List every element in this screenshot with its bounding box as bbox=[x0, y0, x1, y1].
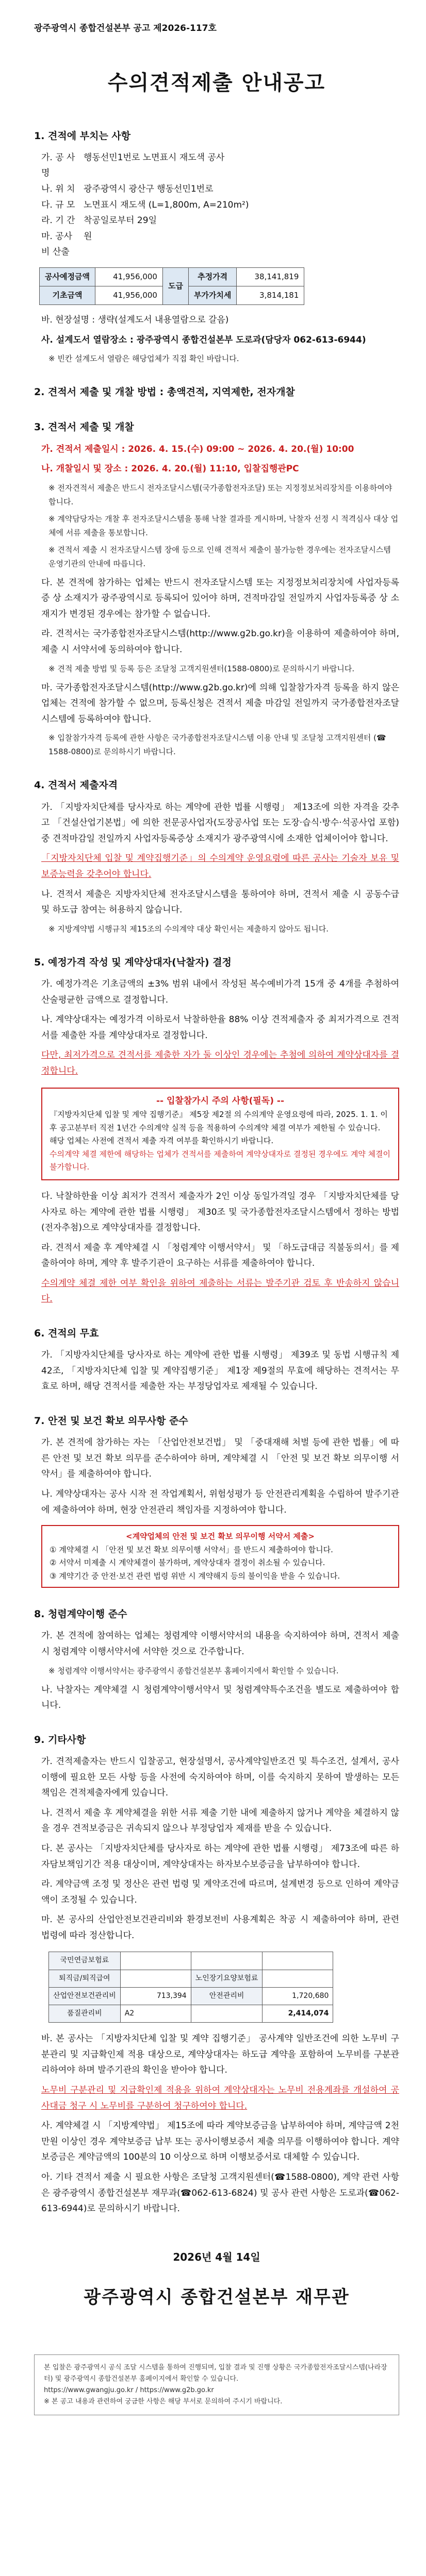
paragraph: 나. 낙찰자는 계약체결 시 청렴계약이행서약서 및 청렴계약특수조건을 별도로 제출하여야 합니다. bbox=[41, 1684, 399, 1711]
amount-value: 41,956,000 bbox=[95, 286, 162, 304]
paragraph: 마. 본 공사의 산업안전보건관리비와 환경보전비 사용계획은 착공 시 제출하여야 하며, 관련 법령에 따라 정산합니다. bbox=[41, 1914, 399, 1941]
caution-title: -- 입찰참가시 주의 사항(필독) -- bbox=[156, 1095, 285, 1106]
paragraph: 가. 「지방자치단체를 당사자로 하는 계약에 관한 법률 시행령」 제13조에 의한 자격을 갖추고 「건설산업기본법」에 의한 전문공사업자(도장공사업 또는 도장·습식·방수·석공사업 포함) 중 견적마감일 전일까지 사업자등록증상 소재지가 광주광역시에 소재한 업체이어야 합니다. bbox=[41, 802, 399, 844]
note: ※ 견적 제출 방법 및 등록 등은 조달청 고객지원센터(1588-0800)로 문의하시기 바랍니다. bbox=[48, 664, 355, 673]
cost-cell: 품질관리비 bbox=[49, 2005, 121, 2023]
paragraph: 가. 견적제출자는 반드시 입찰공고, 현장설명서, 공사계약일반조건 및 특수조건, 설계서, 공사 이행에 필요한 모든 사항 등을 사전에 숙지하여야 하며, 이를 숙지하지 못하여 발생하는 모든 책임은 견적제출자에게 있습니다. bbox=[41, 1756, 399, 1799]
info-row bbox=[41, 150, 399, 181]
section-8-heading: 8. 청렴계약이행 준수 bbox=[34, 1608, 127, 1620]
note: ※ 지방계약법 시행규칙 제15조의 수의계약 대상 확인서는 제출하지 않아도 됩니다. bbox=[48, 924, 329, 934]
caution-line: 수의계약 체결 제한에 해당하는 업체가 견적서를 제출하여 계약상대자로 결정된 경우에도 계약 체결이 불가합니다. bbox=[50, 1149, 391, 1172]
paragraph: 가. 본 견적에 참여하는 업체는 청렴계약 이행서약서의 내용을 숙지하여야 하며, 견적서 제출 시 청렴계약 이행서약서에 서약한 것으로 간주합니다. bbox=[41, 1631, 399, 1657]
section-5-heading: 5. 예정가격 작성 및 계약상대자(낙찰자) 결정 bbox=[34, 956, 232, 968]
safety-box-line: ③ 계약기간 중 안전·보건 관련 법령 위반 시 계약해지 등의 불이익을 받을 수 있습니다. bbox=[50, 1571, 340, 1581]
note: ※ 빈칸 설계도서 열람은 해당업체가 직접 확인 바랍니다. bbox=[48, 354, 239, 364]
amount-value: 41,956,000 bbox=[95, 267, 162, 286]
section-1-heading: 1. 견적에 부치는 사항 bbox=[34, 130, 131, 142]
red-paragraph: 수의계약 체결 제한 여부 확인을 위하여 제출하는 서류는 발주기관 검토 후 반송하지 않습니다. bbox=[41, 1278, 399, 1304]
paragraph: 나. 계약상대자는 예정가격 이하로서 낙찰하한율 88% 이상 견적제출자 중 최저가격으로 견적서를 제출한 자를 계약상대자로 결정합니다. bbox=[41, 1014, 399, 1041]
info-row bbox=[41, 181, 399, 197]
paragraph: 사. 계약체결 시 「지방계약법」 제15조에 따라 계약보증금을 납부하여야 하며, 계약금액 2천만원 이상인 경우 계약보증금 납부 또는 공사이행보증서 제출 의무를 이행하여야 합니다. 계약보증금은 계약금액의 100분의 10 이상으로 하며 이행보증서로 대체할 수 있습니다. bbox=[41, 2121, 399, 2163]
paragraph: 나. 견적서 제출 후 계약체결을 위한 서류 제출 기한 내에 제출하지 않거나 계약을 체결하지 않을 경우 견적보증금은 귀속되지 않으나 부정당업자 제재를 받을 수 있습니다. bbox=[41, 1807, 399, 1834]
section-7-heading: 7. 안전 및 보건 확보 의무사항 준수 bbox=[34, 1415, 188, 1427]
footer-link[interactable]: https://www.gwangju.go.kr / https://www.g2b.go.kr bbox=[44, 2386, 214, 2395]
amount-header: 부가가치세 bbox=[188, 286, 236, 304]
section-6-heading: 6. 견적의 무효 bbox=[34, 1328, 99, 1340]
document-reference: 광주광역시 종합건설본부 공고 제2026-117호 bbox=[34, 23, 217, 33]
section-9-heading: 9. 기타사항 bbox=[34, 1734, 86, 1745]
cost-cell: 안전관리비 bbox=[191, 1987, 263, 2005]
section-3-heading: 3. 견적서 제출 및 개찰 bbox=[34, 421, 134, 433]
footer-notice-box bbox=[34, 2354, 399, 2415]
paragraph: 가. 견적서 제출일시 : 2026. 4. 15.(수) 09:00 ~ 2026. 4. 20.(월) 10:00 bbox=[41, 444, 354, 454]
caution-line: 『지방자치단체 입찰 및 계약 집행기준』 제5장 제2절 의 수의계약 운영요령에 따라, 2025. 1. 1. 이후 공고분부터 직전 1년간 수의계약 실적 등을 적용하여 수의계약 체결 여부가 제한될 수 있습니다. bbox=[50, 1110, 388, 1132]
red-paragraph: 노무비 구분관리 및 지급확인제 적용을 위하여 계약상대자는 노무비 전용계좌를 개설하여 공사대금 청구 시 노무비를 구분하여 청구하여야 합니다. bbox=[41, 2085, 399, 2111]
notice-date: 2026년 4월 14일 bbox=[173, 2250, 260, 2263]
link-paragraph[interactable]: 라. 견적서는 국가종합전자조달시스템(http://www.g2b.go.kr)을 이용하여 제출하여야 하며, 제출 시 서약서에 동의하여야 합니다. bbox=[41, 629, 399, 655]
safety-box-line: ① 계약체결 시 「안전 및 보건 확보 의무이행 서약서」를 반드시 제출하여야 합니다. bbox=[50, 1545, 333, 1554]
row-value: 행동선민1번로 노면표시 재도색 공사 bbox=[84, 152, 225, 163]
row-value: 노면표시 재도색 (L=1,800m, A=210m²) bbox=[84, 199, 249, 210]
note: ※ 견적서 제출 시 전자조달시스템 장애 등으로 인해 견적서 제출이 불가능한 경우에는 전자조달시스템 운영기관의 안내에 따릅니다. bbox=[48, 545, 391, 568]
cost-cell: 노인장기요양보험료 bbox=[191, 1970, 263, 1987]
row-label: 가. 공 사 명 bbox=[41, 152, 75, 179]
cost-cell: 713,394 bbox=[120, 1987, 191, 2005]
cost-cell: 퇴직금/퇴직급여 bbox=[49, 1970, 121, 1987]
info-row bbox=[41, 213, 399, 229]
paragraph: 라. 견적서 제출 후 계약체결 시 「청렴계약 이행서약서」 및 「하도급대금 직불동의서」를 제출하여야 하며, 계약 후 발주기관이 요구하는 서류를 제출하여야 합니다. bbox=[41, 1242, 399, 1269]
page-title: 수의견적제출 안내공고 bbox=[107, 71, 326, 95]
amount-header: 기초금액 bbox=[40, 286, 95, 304]
cost-cell bbox=[263, 1970, 333, 1987]
paragraph: 바. 현장설명 : 생략(설계도서 내용열람으로 갈음) bbox=[41, 314, 229, 325]
row-label: 라. 기 간 bbox=[41, 215, 75, 226]
cost-cell: 국민연금보험료 bbox=[49, 1952, 121, 1970]
cost-cell bbox=[263, 1952, 333, 1970]
footer-line: 본 입찰은 광주광역시 공식 조달 시스템을 통하여 진행되며, 입찰 결과 및 진행 상황은 국가종합전자조달시스템(나라장터) 및 광주광역시 종합건설본부 홈페이지에서 확인할 수 있습니다. bbox=[44, 2363, 387, 2383]
cost-cell bbox=[191, 2005, 263, 2023]
paragraph: 바. 본 공사는 「지방자치단체 입찰 및 계약 집행기준」 공사계약 일반조건에 의한 노무비 구분관리 및 지급확인제 적용 대상으로, 계약상대자는 하도급 계약을 포함하여 노무비를 구분관리하여야 하며 발주기관의 확인을 받아야 합니다. bbox=[41, 2033, 399, 2076]
amount-header: 추정가격 bbox=[188, 267, 236, 286]
paragraph: 다. 낙찰하한율 이상 최저가 견적서 제출자가 2인 이상 동일가격일 경우 「지방자치단체를 당사자로 하는 계약에 관한 법률 시행령」 제30조 및 국가종합전자조달시스템에서 정하는 방법(전자추첨)으로 계약상대자를 결정합니다. bbox=[41, 1191, 399, 1233]
row-label: 마. 공사 비 산출 bbox=[41, 231, 73, 258]
section-4-heading: 4. 견적서 제출자격 bbox=[34, 779, 118, 791]
safety-box-title: <계약업체의 안전 및 보건 확보 의무이행 서약서 제출> bbox=[126, 1532, 315, 1541]
note: ※ 전자견적서 제출은 반드시 전자조달시스템(국가종합전자조달) 또는 지정정보처리장치를 이용하여야 합니다. bbox=[48, 483, 392, 506]
caution-line: 해당 업체는 사전에 견적서 제출 자격 여부를 확인하시기 바랍니다. bbox=[50, 1136, 274, 1146]
safety-pledge-box bbox=[41, 1525, 399, 1588]
note: ※ 계약담당자는 개찰 후 전자조달시스템을 통해 낙찰 결과를 게시하며, 낙찰자 선정 시 적격심사 대상 업체에 서류 제출을 통보합니다. bbox=[48, 514, 399, 537]
cost-cell: 1,720,680 bbox=[263, 1987, 333, 2005]
row-value: 원 bbox=[84, 231, 92, 242]
paragraph: 나. 견적서 제출은 지방자치단체 전자조달시스템을 통하여야 하며, 견적서 제출 시 공동수급 및 하도급 참여는 허용하지 않습니다. bbox=[41, 889, 399, 916]
note: ※ 입찰참가자격 등록에 관한 사항은 국가종합전자조달시스템 이용 안내 및 조달청 고객지원센터 (☎ 1588-0800)로 문의하시기 바랍니다. bbox=[48, 733, 386, 757]
cost-cell bbox=[120, 1970, 191, 1987]
info-row bbox=[41, 229, 399, 260]
info-row bbox=[41, 197, 399, 213]
paragraph: 사. 설계도서 열람장소 : 광주광역시 종합건설본부 도로과(담당자 062-613-6944) bbox=[41, 334, 366, 345]
cost-cell bbox=[191, 1952, 263, 1970]
row-label: 다. 규 모 bbox=[41, 199, 75, 210]
red-paragraph: 「지방자치단체 입찰 및 계약집행기준」의 수의계약 운영요령에 따른 공사는 기술자 보유 및 보증능력을 갖추어야 합니다. bbox=[41, 853, 399, 879]
amount-value: 3,814,181 bbox=[237, 286, 304, 304]
cost-table bbox=[48, 1952, 333, 2023]
paragraph: 가. 예정가격은 기초금액의 ±3% 범위 내에서 작성된 복수예비가격 15개 중 4개를 추첨하여 산술평균한 금액으로 결정합니다. bbox=[41, 978, 399, 1005]
amount-header: 도급 bbox=[162, 267, 188, 304]
paragraph: 마. 국가종합전자조달시스템(http://www.g2b.go.kr)에 의해 입찰참가자격 등록을 하지 않은 업체는 견적에 참가할 수 없으며, 등록신청은 견적서 제출 마감일 전일까지 국가종합전자조달시스템에 등록하여야 합니다. bbox=[41, 682, 399, 724]
row-value: 착공일로부터 29일 bbox=[84, 215, 157, 226]
cost-cell: 산업안전보건관리비 bbox=[49, 1987, 121, 2005]
section-2-heading: 2. 견적서 제출 및 개찰 방법 : 총액견적, 지역제한, 전자개찰 bbox=[34, 386, 295, 398]
paragraph: 라. 계약금액 조정 및 정산은 관련 법령 및 계약조건에 따르며, 설계변경 등으로 인하여 계약금액이 조정될 수 있습니다. bbox=[41, 1879, 399, 1905]
paragraph: 가. 본 견적에 참가하는 자는 「산업안전보건법」 및 「중대재해 처벌 등에 관한 법률」에 따른 안전 및 보건 확보 의무를 준수하여야 하며, 계약체결 시 「안전 및 보건 확보 의무이행 서약서」를 제출하여야 합니다. bbox=[41, 1437, 399, 1480]
paragraph: 나. 개찰일시 및 장소 : 2026. 4. 20.(월) 11:10, 입찰집행관PC bbox=[41, 464, 299, 474]
caution-box bbox=[41, 1088, 399, 1180]
paragraph: 나. 계약상대자는 공사 시작 전 작업계획서, 위험성평가 등 안전관리계획을 수립하여 발주기관에 제출하여야 하며, 현장 안전관리 책임자를 지정하여야 합니다. bbox=[41, 1489, 399, 1515]
paragraph: 가. 「지방자치단체를 당사자로 하는 계약에 관한 법률 시행령」 제39조 및 동법 시행규칙 제42조, 「지방자치단체 입찰 및 계약집행기준」 제1장 제9절의 무효에 해당하는 견적서는 무효로 하며, 해당 견적서를 제출한 자는 부정당업자로 제재될 수 있습니다. bbox=[41, 1350, 399, 1392]
paragraph: 다. 본 견적에 참가하는 업체는 반드시 전자조달시스템 또는 지정정보처리장치에 사업자등록증 상 소재지가 광주광역시로 등록되어 있어야 하며, 견적마감일 전일까지 사업자등록증 상 소재지가 변경된 경우에는 참가할 수 없습니다. bbox=[41, 577, 399, 619]
cost-cell bbox=[120, 1952, 191, 1970]
amount-header: 공사예정금액 bbox=[40, 267, 95, 286]
note: ※ 청렴계약 이행서약서는 광주광역시 종합건설본부 홈페이지에서 확인할 수 있습니다. bbox=[48, 1666, 339, 1675]
safety-box-line: ② 서약서 미제출 시 계약체결이 불가하며, 계약상대자 결정이 취소될 수 있습니다. bbox=[50, 1558, 325, 1568]
footer-line: ※ 본 공고 내용과 관련하여 궁금한 사항은 해당 부서로 문의하여 주시기 바랍니다. bbox=[44, 2398, 283, 2406]
amount-table bbox=[39, 267, 304, 305]
paragraph: 다. 본 공사는 「지방자치단체를 당사자로 하는 계약에 관한 법률 시행령」 제73조에 따른 하자담보책임기간 적용 대상이며, 계약상대자는 하자보수보증금을 납부하여야 합니다. bbox=[41, 1843, 399, 1870]
paragraph: 아. 기타 견적서 제출 시 필요한 사항은 조달청 고객지원센터(☎1588-0800), 계약 관련 사항은 광주광역시 종합건설본부 재무과(☎062-613-6824) 및 공사 관련 사항은 도로과(☎062-613-6944)로 문의하시기 바랍니다. bbox=[41, 2172, 399, 2214]
red-paragraph: 다만, 최저가격으로 견적서를 제출한 자가 둘 이상인 경우에는 추첨에 의하여 계약상대자를 결정합니다. bbox=[41, 1050, 399, 1076]
row-value: 광주광역시 광산구 행동선민1번로 bbox=[84, 183, 214, 194]
cost-cell: 2,414,074 bbox=[263, 2005, 333, 2023]
row-label: 나. 위 치 bbox=[41, 183, 75, 194]
issuing-organization: 광주광역시 종합건설본부 재무관 bbox=[84, 2286, 350, 2308]
amount-value: 38,141,819 bbox=[237, 267, 304, 286]
cost-cell: A2 bbox=[120, 2005, 191, 2023]
